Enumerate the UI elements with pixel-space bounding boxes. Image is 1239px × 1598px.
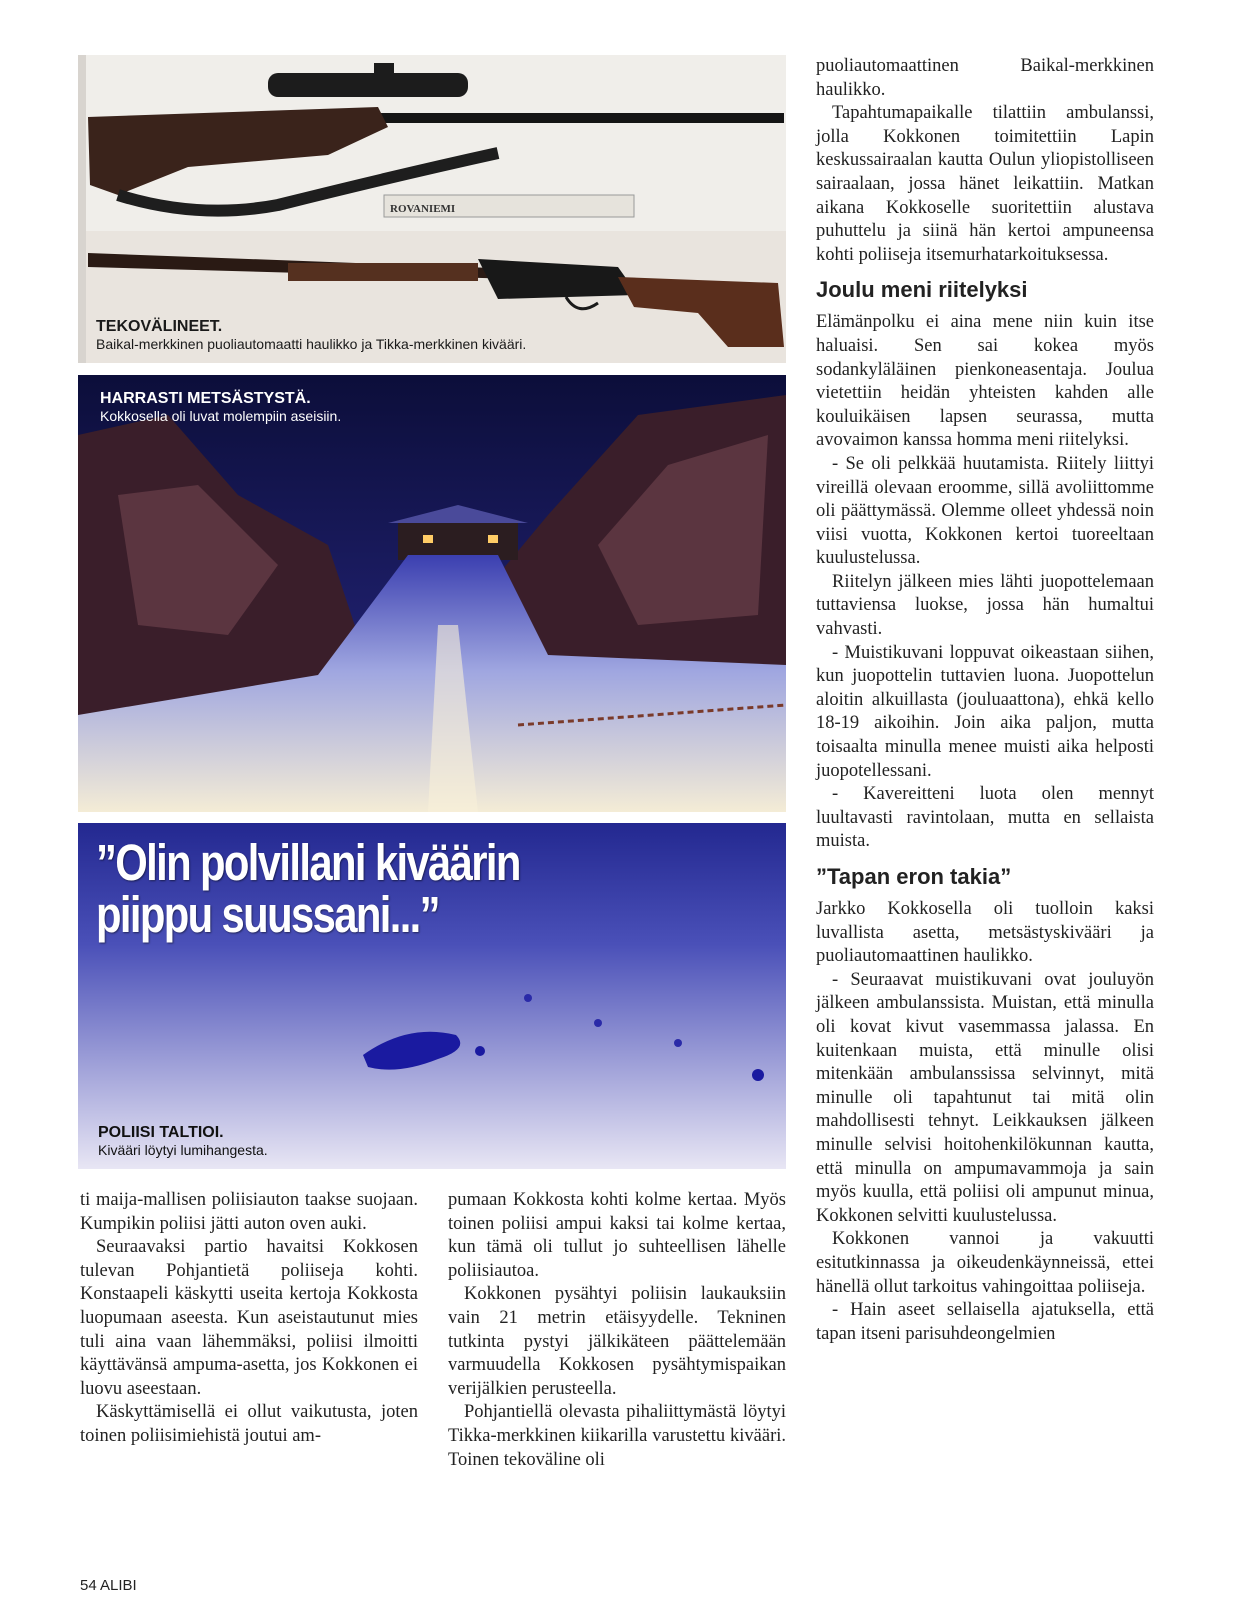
snow-photo [78,823,786,1169]
guns-photo [78,55,786,363]
yard-illustration [78,375,786,812]
section-heading-1: Joulu meni riitelyksi [816,277,1028,303]
yard-photo-label: HARRASTI METSÄSTYSTÄ. [100,390,311,407]
page-folio: 54 ALIBI [80,1577,137,1594]
article-column-3 [816,55,1154,1346]
ruler-text: ROVANIEMI [390,203,456,215]
pull-quote-line2: piippu suussani...” [96,886,439,943]
column3-paragraph: - Muistikuvani loppuvat oikeastaan siihen, kun juopottelin tuttavien luona. Juopottelun aloitin alkuillasta (jouluaattona), ehkä kello 18-19 aikoihin. Join aika paljon, mutta toisaalta minulla menee muisti aika helposti juopotellessani. [816,642,1154,781]
article-column-2 [448,1189,786,1472]
column3-paragraph: - Seuraavat muistikuvani ovat jouluyön jälkeen ambulanssista. Muistan, että minulla oli kovat kivut vasemmassa jalassa. En kuitenkaan muista, että minulle olisi mitenkään ambulanssissa selvinnyt, mitä minulle oli tapahtunut tai mitä olin mahdollisesti tehnyt. Leikkauksen jälkeen minulle selvisi hoitohenkilökunnan kautta, että minulla on ampumavammoja ja sain myös kuulla, että poliisi oli ampunut minua, Kokkonen selvitti kuulustelussa. [816,969,1154,1226]
column3-paragraph: Jarkko Kokkosella oli tuolloin kaksi luvallista asetta, metsästyskivääri ja puoliautomaattinen haulikko. [816,899,1154,967]
pull-quote-line1: ”Olin polvillani kiväärin [96,834,520,891]
column2-paragraph: Kokkonen pysähtyi poliisin laukauksiin vain 21 metrin etäisyydelle. Tekninen tutkinta pystyi jälkikäteen päättelemään varmuudella Kokkosen pysähtymispaikan verijälkien perusteella. [448,1284,786,1399]
column2-paragraph: Pohjantiellä olevasta pihaliittymästä löytyi Tikka-merkkinen kiikarilla varustettu kivääri. Toinen tekoväline oli [448,1402,786,1470]
section-heading-2: ”Tapan eron takia” [816,864,1012,889]
guns-photo-caption: Baikal-merkkinen puoliautomaatti haulikko ja Tikka-merkkinen kivääri. [96,336,527,353]
column2-paragraph: pumaan Kokkosta kohti kolme kertaa. Myös toinen poliisi ampui kaksi tai kolme kertaa, kun tämä oli tullut jo suhteellisen lähelle poliisiautoa. [448,1190,786,1281]
column3-paragraph: - Se oli pelkkää huutamista. Riitely liittyi vireillä olevaan eroomme, sillä avoliittomme oli päättymässä. Olemme olleet yhdessä noin viisi vuotta, Kokkonen kertoi tuoreeltaan kuulustelussa. [816,453,1154,569]
snow-photo-label: POLIISI TALTIOI. [98,1124,224,1141]
snow-photo-caption: Kivääri löytyi lumihangesta. [98,1142,268,1159]
column3-paragraph: Riitelyn jälkeen mies lähti juopottelemaan tuttaviensa luokse, jossa hän humaltui vahvasti. [816,571,1154,640]
article-column-1 [80,1189,418,1449]
guns-photo-label: TEKOVÄLINEET. [96,318,223,335]
column3-paragraph: puoliautomaattinen Baikal-merkkinen haulikko. [816,56,1154,100]
column3-paragraph: Kokkonen vannoi ja vakuutti esitutkinnassa ja oikeudenkäynneissä, ettei hänellä ollut tarkoitus vahingoittaa poliiseja. [816,1229,1154,1297]
column3-paragraph: Elämänpolku ei aina mene niin kuin itse haluaisi. Sen sai kokea myös sodankyläläinen pienkoneasentaja. Joulua vietettiin heidän yhteisten kahden alle kouluikäisen lapsen seurassa, mutta avovaimon kanssa homma meni riitelyksi. [816,312,1154,451]
pull-quote [96,834,520,943]
yard-photo-caption: Kokkosella oli luvat molempiin aseisiin. [100,408,342,425]
column1-paragraph: Seuraavaksi partio havaitsi Kokkosen tulevan Pohjantietä poliiseja kohti. Konstaapeli käskytti useita kertoja Kokkosta luopumaan aseesta. Kun aseistautunut mies tuli aina vaan lähemmäksi, poliisi ilmoitti käyttävänsä ampuma-asetta, jos Kokkonen ei luovu aseestaan. [80,1237,418,1399]
yard-photo [78,375,786,812]
column1-paragraph: ti maija-mallisen poliisiauton taakse suojaan. Kumpikin poliisi jätti auton oven auki. [80,1190,418,1234]
column3-paragraph: Tapahtumapaikalle tilattiin ambulanssi, jolla Kokkonen toimitettiin Lapin keskussairaalan kautta Oulun yliopistolliseen sairaalaan, jossa hänet leikattiin. Matkan aikana Kokkoselle suoritettiin alustava puhuttelu ja siinä hän kertoi ampuneensa kohti poliiseja itsemurhatarkoituksessa. [816,103,1154,265]
column3-paragraph: - Hain aseet sellaisella ajatuksella, että tapan itseni parisuhdeongelmien [816,1300,1154,1344]
column1-paragraph: Käskyttämisellä ei ollut vaikutusta, joten toinen poliisimiehistä joutui am- [80,1402,418,1446]
column3-paragraph: - Kavereitteni luota olen mennyt luultavasti ravintolaan, mutta en sellaista muista. [816,784,1154,852]
